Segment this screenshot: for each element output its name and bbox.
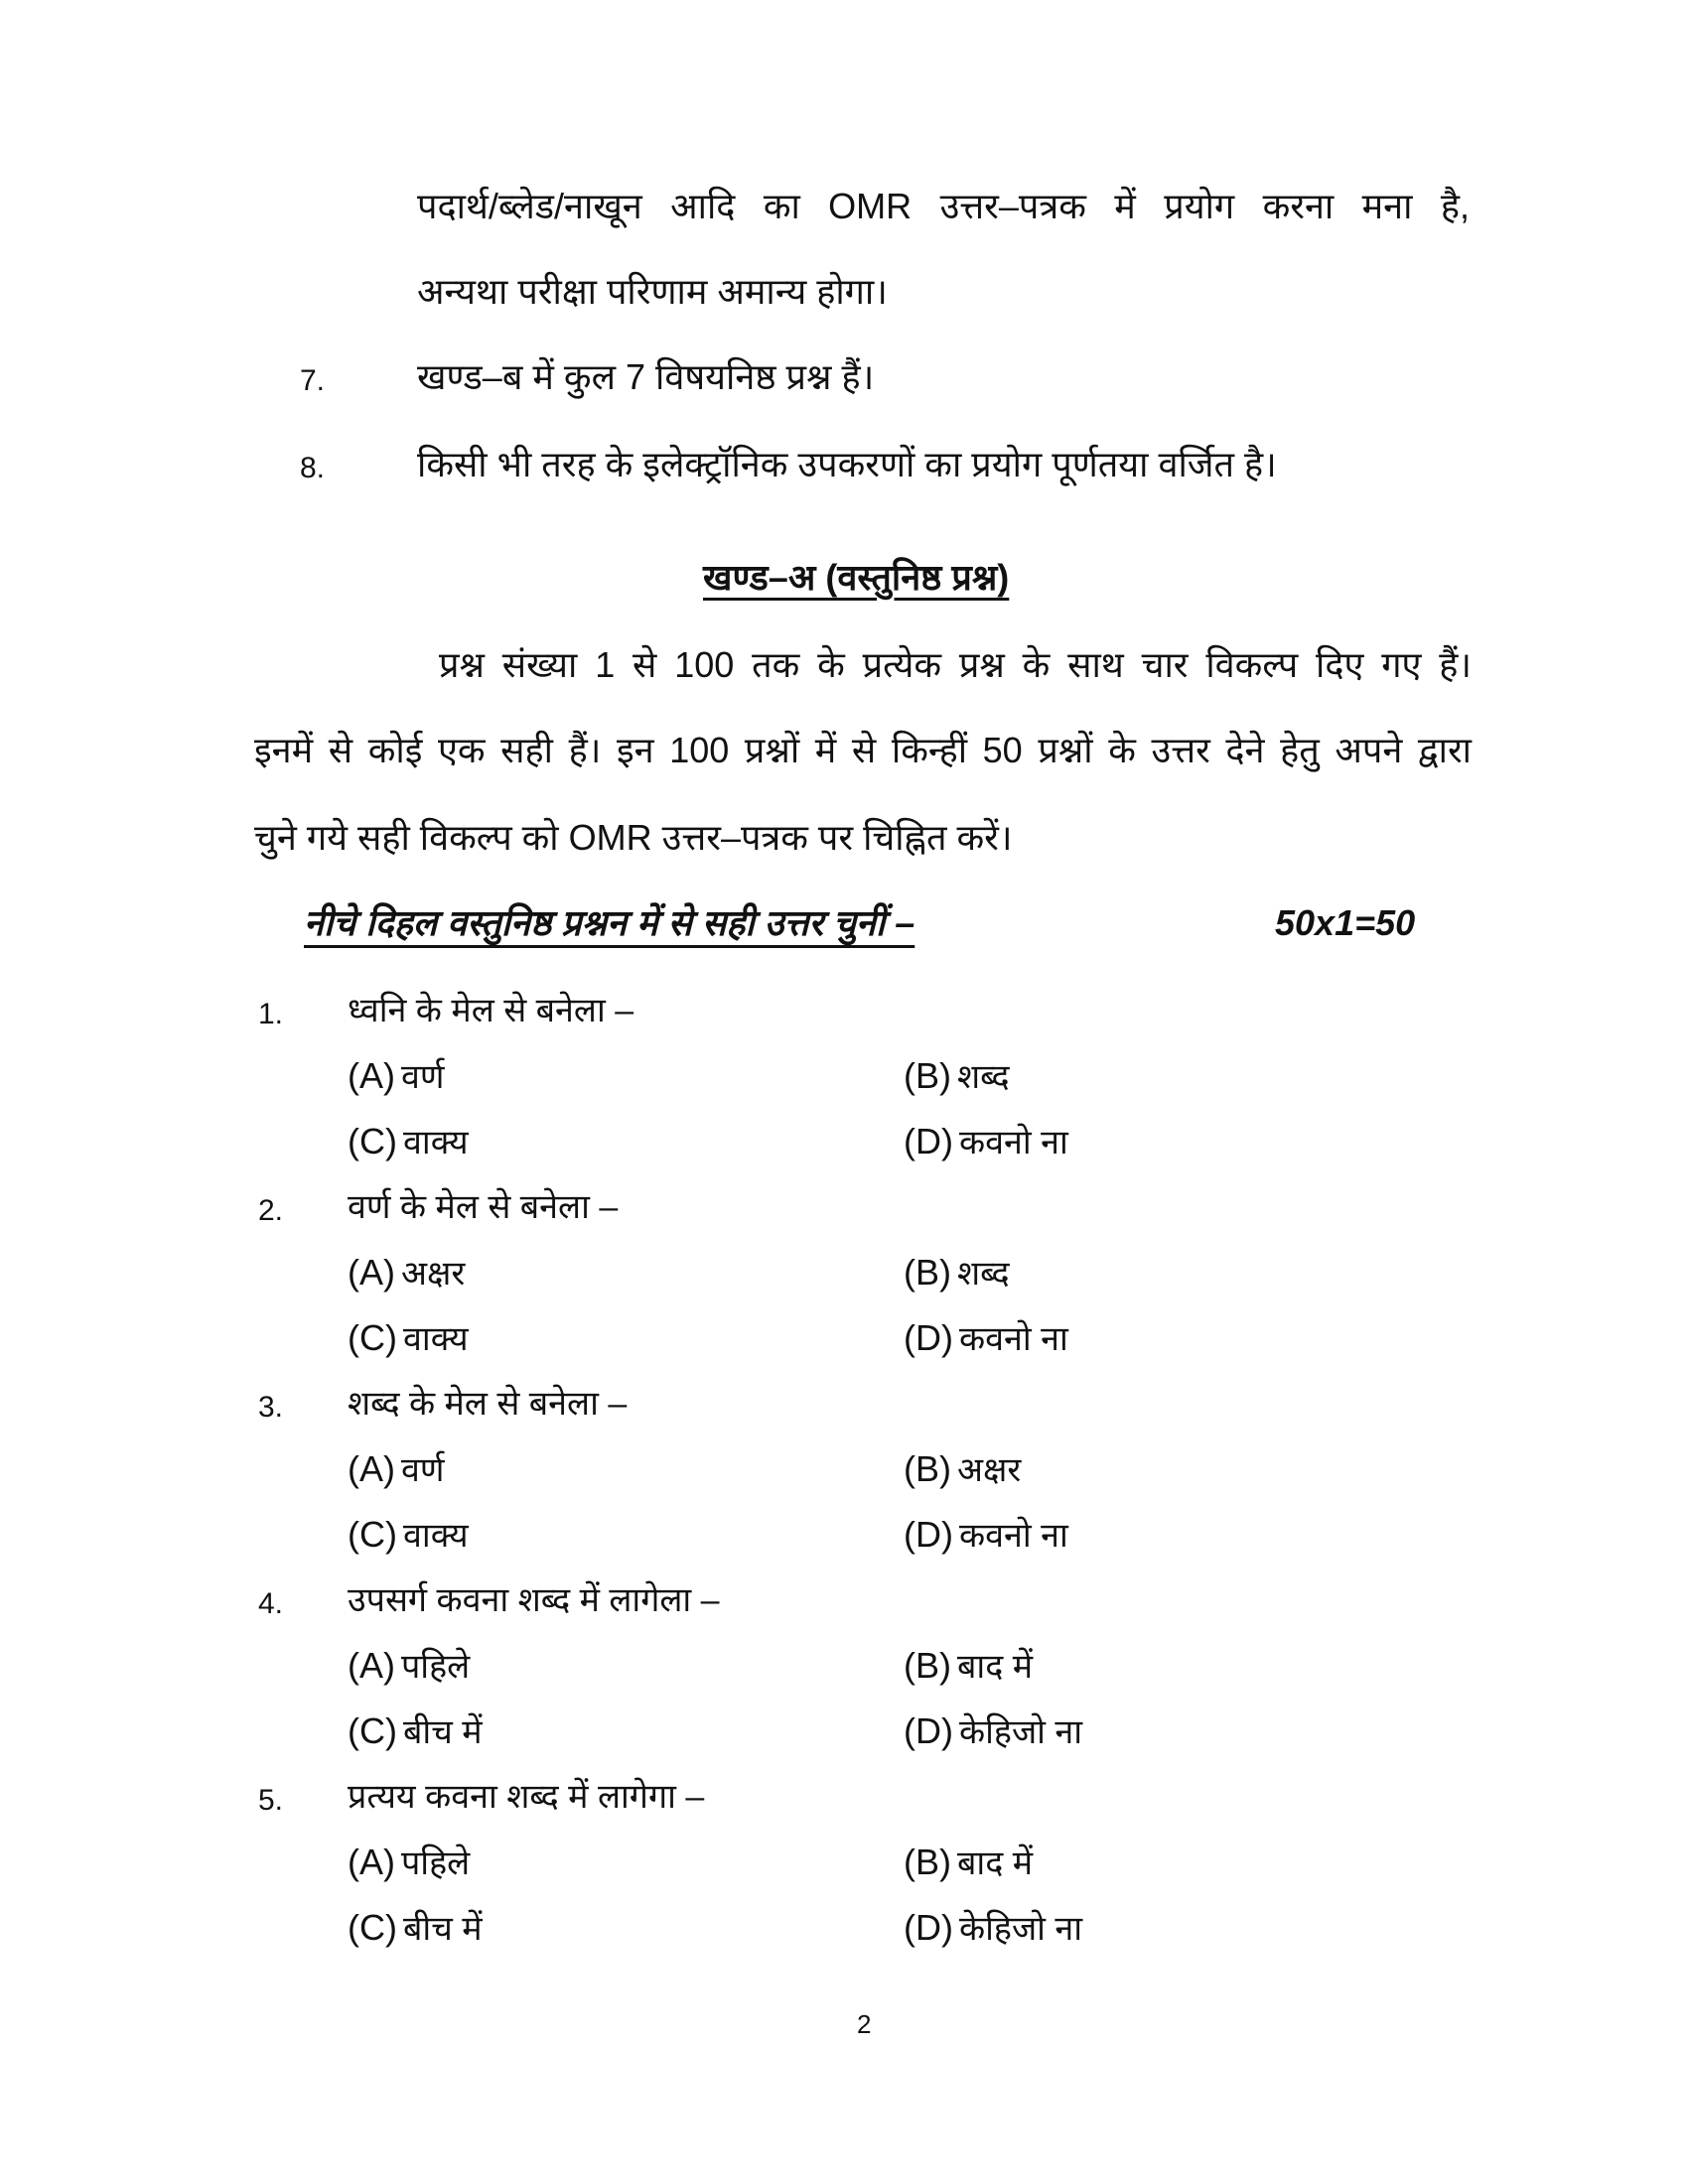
- option-text: कवनो ना: [958, 1517, 1068, 1555]
- question-3-option-d[interactable]: [904, 1513, 1068, 1558]
- option-label: (C): [348, 1907, 397, 1948]
- question-5-option-d[interactable]: [904, 1906, 1082, 1951]
- option-text: वाक्य: [402, 1517, 469, 1555]
- question-4-option-b[interactable]: [904, 1644, 1033, 1689]
- instruction-8-number: 8.: [300, 452, 326, 484]
- question-1-number: 1.: [258, 998, 284, 1030]
- question-2-option-c[interactable]: [348, 1316, 469, 1361]
- option-text: शब्द: [957, 1058, 1010, 1096]
- option-text: पहिले: [401, 1648, 471, 1686]
- option-label: (A): [348, 1448, 395, 1489]
- option-text: शब्द: [957, 1255, 1010, 1293]
- instruction-6-line-1: पदार्थ/ब्लेड/नाखून आदि का OMR उत्तर–पत्रक में प्रयोग करना मना है,: [417, 186, 1470, 226]
- option-label: (D): [904, 1121, 953, 1161]
- option-text: वाक्य: [402, 1124, 469, 1161]
- option-label: (A): [348, 1645, 395, 1686]
- option-label: (A): [348, 1842, 395, 1882]
- question-4-option-d[interactable]: [904, 1709, 1082, 1754]
- section-paragraph-line-2: इनमें से कोई एक सही हैं। इन 100 प्रश्नों में से किन्हीं 50 प्रश्नों के उत्तर देने हेतु अपने द्वारा: [254, 730, 1472, 770]
- option-text: पहिले: [401, 1844, 471, 1882]
- option-label: (B): [904, 1645, 951, 1686]
- option-label: (B): [904, 1055, 951, 1096]
- question-5-option-a[interactable]: [348, 1841, 470, 1885]
- question-3-number: 3.: [258, 1391, 284, 1424]
- option-label: (B): [904, 1252, 951, 1293]
- section-a-title: खण्ड–अ (वस्तुनिष्ठ प्रश्न): [703, 557, 1010, 598]
- option-text: बीच में: [402, 1910, 483, 1948]
- option-label: (C): [348, 1710, 397, 1751]
- question-1-option-d[interactable]: [904, 1120, 1068, 1164]
- option-label: (A): [348, 1252, 395, 1293]
- question-2-option-d[interactable]: [904, 1316, 1068, 1361]
- option-label: (A): [348, 1055, 395, 1096]
- option-label: (D): [904, 1317, 953, 1358]
- option-text: अक्षर: [957, 1451, 1022, 1489]
- question-4-option-a[interactable]: [348, 1644, 470, 1689]
- question-5-text: प्रत्यय कवना शब्द में लागेगा –: [348, 1778, 705, 1816]
- option-text: केहिजो ना: [958, 1910, 1083, 1948]
- option-text: केहिजो ना: [958, 1713, 1083, 1751]
- question-4-text: उपसर्ग कवना शब्द में लागेला –: [348, 1581, 720, 1619]
- question-1-text: ध्वनि के मेल से बनेला –: [348, 992, 634, 1029]
- option-label: (D): [904, 1514, 953, 1555]
- question-2-number: 2.: [258, 1194, 284, 1227]
- option-text: कवनो ना: [958, 1124, 1068, 1161]
- option-label: (C): [348, 1514, 397, 1555]
- question-1-option-b[interactable]: [904, 1054, 1010, 1099]
- instruction-7-text: खण्ड–ब में कुल 7 विषयनिष्ठ प्रश्न हैं।: [417, 356, 875, 397]
- option-text: वाक्य: [402, 1320, 469, 1358]
- question-3-option-a[interactable]: [348, 1447, 445, 1492]
- section-paragraph-line-3: चुने गये सही विकल्प को OMR उत्तर–पत्रक पर चिह्नित करें।: [254, 817, 1013, 858]
- option-label: (B): [904, 1448, 951, 1489]
- question-3-text: शब्द के मेल से बनेला –: [348, 1385, 628, 1423]
- option-text: कवनो ना: [958, 1320, 1068, 1358]
- question-2-text: वर्ण के मेल से बनेला –: [348, 1188, 619, 1226]
- option-text: वर्ण: [401, 1058, 445, 1096]
- question-3-option-c[interactable]: [348, 1513, 469, 1558]
- option-text: बाद में: [957, 1648, 1034, 1686]
- section-paragraph-line-1: प्रश्न संख्या 1 से 100 तक के प्रत्येक प्रश्न के साथ चार विकल्प दिए गए हैं।: [439, 644, 1472, 685]
- marks-allocation: 50x1=50: [1275, 902, 1416, 943]
- question-5-option-b[interactable]: [904, 1841, 1033, 1885]
- question-4-number: 4.: [258, 1587, 284, 1620]
- instruction-8-text: किसी भी तरह के इलेक्ट्रॉनिक उपकरणों का प्रयोग पूर्णतया वर्जित है।: [417, 444, 1277, 484]
- option-text: बाद में: [957, 1844, 1034, 1882]
- option-text: बीच में: [402, 1713, 483, 1751]
- question-5-number: 5.: [258, 1784, 284, 1817]
- question-5-option-c[interactable]: [348, 1906, 483, 1951]
- option-label: (C): [348, 1121, 397, 1161]
- option-label: (C): [348, 1317, 397, 1358]
- question-2-option-b[interactable]: [904, 1251, 1010, 1296]
- page-number: 2: [857, 2009, 872, 2039]
- question-1-option-a[interactable]: [348, 1054, 445, 1099]
- question-1-option-c[interactable]: [348, 1120, 469, 1164]
- question-3-option-b[interactable]: [904, 1447, 1021, 1492]
- question-2-option-a[interactable]: [348, 1251, 465, 1296]
- option-label: (D): [904, 1907, 953, 1948]
- option-text: वर्ण: [401, 1451, 445, 1489]
- question-4-option-c[interactable]: [348, 1709, 483, 1754]
- objective-instruction: नीचे दिहल वस्तुनिष्ठ प्रश्नन में से सही उत्तर चुनीं –: [304, 902, 915, 943]
- option-label: (D): [904, 1710, 953, 1751]
- option-label: (B): [904, 1842, 951, 1882]
- instruction-7-number: 7.: [300, 364, 326, 397]
- instruction-6-line-2: अन्यथा परीक्षा परिणाम अमान्य होगा।: [417, 271, 888, 312]
- option-text: अक्षर: [401, 1255, 466, 1293]
